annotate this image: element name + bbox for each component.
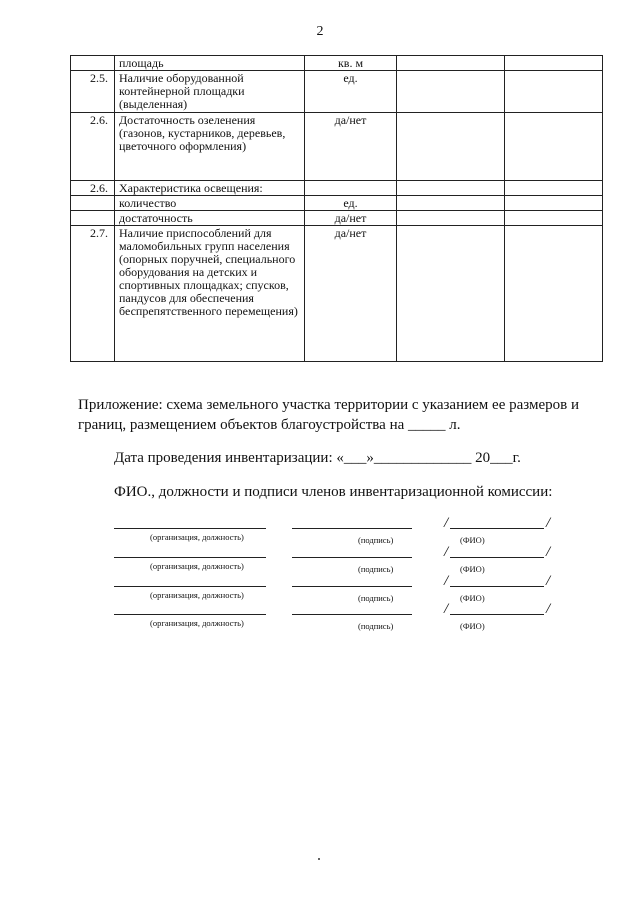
signature-line [292, 614, 412, 615]
signature-caption: (подпись) [358, 621, 394, 631]
row-description: площадь [115, 56, 305, 71]
signature-caption: (подпись) [358, 535, 394, 545]
row-description: Наличие приспособлений для маломобильных групп населения (опорных поручней, специального оборудования на детских и спортивных площадках; спусков, пандусов для обеспечения беспрепятственного перемещения) [115, 226, 305, 362]
fio-slash-right: / [546, 601, 551, 617]
fio-slash-right: / [546, 544, 551, 560]
row-number: 2.5. [71, 71, 115, 113]
table-row [71, 113, 603, 181]
row-number: 2.6. [71, 181, 115, 196]
fio-caption: (ФИО) [460, 535, 485, 545]
appendix-note: Приложение: схема земельного участка территории с указанием ее размеров и границ, размещением объектов благоустройства на _____ л. [78, 397, 579, 433]
inventory-date-line: Дата проведения инвентаризации: «___»_____________ 20___г. [114, 450, 521, 466]
row-unit: да/нет [305, 113, 397, 181]
fio-line [450, 557, 544, 558]
table-row [71, 211, 603, 226]
signature-row [0, 601, 640, 631]
table-row [71, 56, 603, 71]
row-value-cell [397, 196, 505, 211]
row-note-cell [505, 226, 603, 362]
row-unit: ед. [305, 196, 397, 211]
signature-line [292, 528, 412, 529]
signature-row [0, 544, 640, 574]
inventory-table [70, 55, 603, 362]
row-value-cell [397, 181, 505, 196]
row-note-cell [505, 113, 603, 181]
scan-speck [318, 858, 320, 860]
row-number: 2.7. [71, 226, 115, 362]
signature-row [0, 515, 640, 545]
organization-line [114, 586, 266, 587]
row-number [71, 196, 115, 211]
row-value-cell [397, 113, 505, 181]
table-row [71, 181, 603, 196]
table-row [71, 71, 603, 113]
organization-line [114, 557, 266, 558]
organization-line [114, 614, 266, 615]
organization-caption: (организация, должность) [150, 532, 244, 542]
fio-line [450, 614, 544, 615]
organization-line [114, 528, 266, 529]
table-row [71, 196, 603, 211]
fio-slash-left: / [444, 515, 449, 531]
signature-caption: (подпись) [358, 593, 394, 603]
organization-caption: (организация, должность) [150, 590, 244, 600]
fio-caption: (ФИО) [460, 593, 485, 603]
signature-caption: (подпись) [358, 564, 394, 574]
row-value-cell [397, 226, 505, 362]
fio-slash-right: / [546, 515, 551, 531]
row-value-cell [397, 56, 505, 71]
fio-line [450, 528, 544, 529]
signature-row [0, 573, 640, 603]
row-description: Характеристика освещения: [115, 181, 305, 196]
organization-caption: (организация, должность) [150, 561, 244, 571]
table-row [71, 226, 603, 362]
signature-line [292, 586, 412, 587]
row-note-cell [505, 196, 603, 211]
row-note-cell [505, 181, 603, 196]
row-number [71, 211, 115, 226]
fio-caption: (ФИО) [460, 564, 485, 574]
row-unit: кв. м [305, 56, 397, 71]
organization-caption: (организация, должность) [150, 618, 244, 628]
signatures-header: ФИО., должности и подписи членов инвентаризационной комиссии: [114, 484, 553, 500]
row-unit: да/нет [305, 226, 397, 362]
row-description: Наличие оборудованной контейнерной площадки (выделенная) [115, 71, 305, 113]
fio-line [450, 586, 544, 587]
row-unit: ед. [305, 71, 397, 113]
row-number: 2.6. [71, 113, 115, 181]
row-description: достаточность [115, 211, 305, 226]
signature-line [292, 557, 412, 558]
fio-slash-left: / [444, 573, 449, 589]
page-number: 2 [316, 24, 324, 39]
row-number [71, 56, 115, 71]
row-note-cell [505, 211, 603, 226]
row-unit [305, 181, 397, 196]
row-note-cell [505, 56, 603, 71]
fio-slash-left: / [444, 544, 449, 560]
row-note-cell [505, 71, 603, 113]
row-unit: да/нет [305, 211, 397, 226]
row-description: Достаточность озеленения (газонов, кустарников, деревьев, цветочного оформления) [115, 113, 305, 181]
fio-caption: (ФИО) [460, 621, 485, 631]
fio-slash-left: / [444, 601, 449, 617]
row-value-cell [397, 71, 505, 113]
fio-slash-right: / [546, 573, 551, 589]
row-value-cell [397, 211, 505, 226]
row-description: количество [115, 196, 305, 211]
